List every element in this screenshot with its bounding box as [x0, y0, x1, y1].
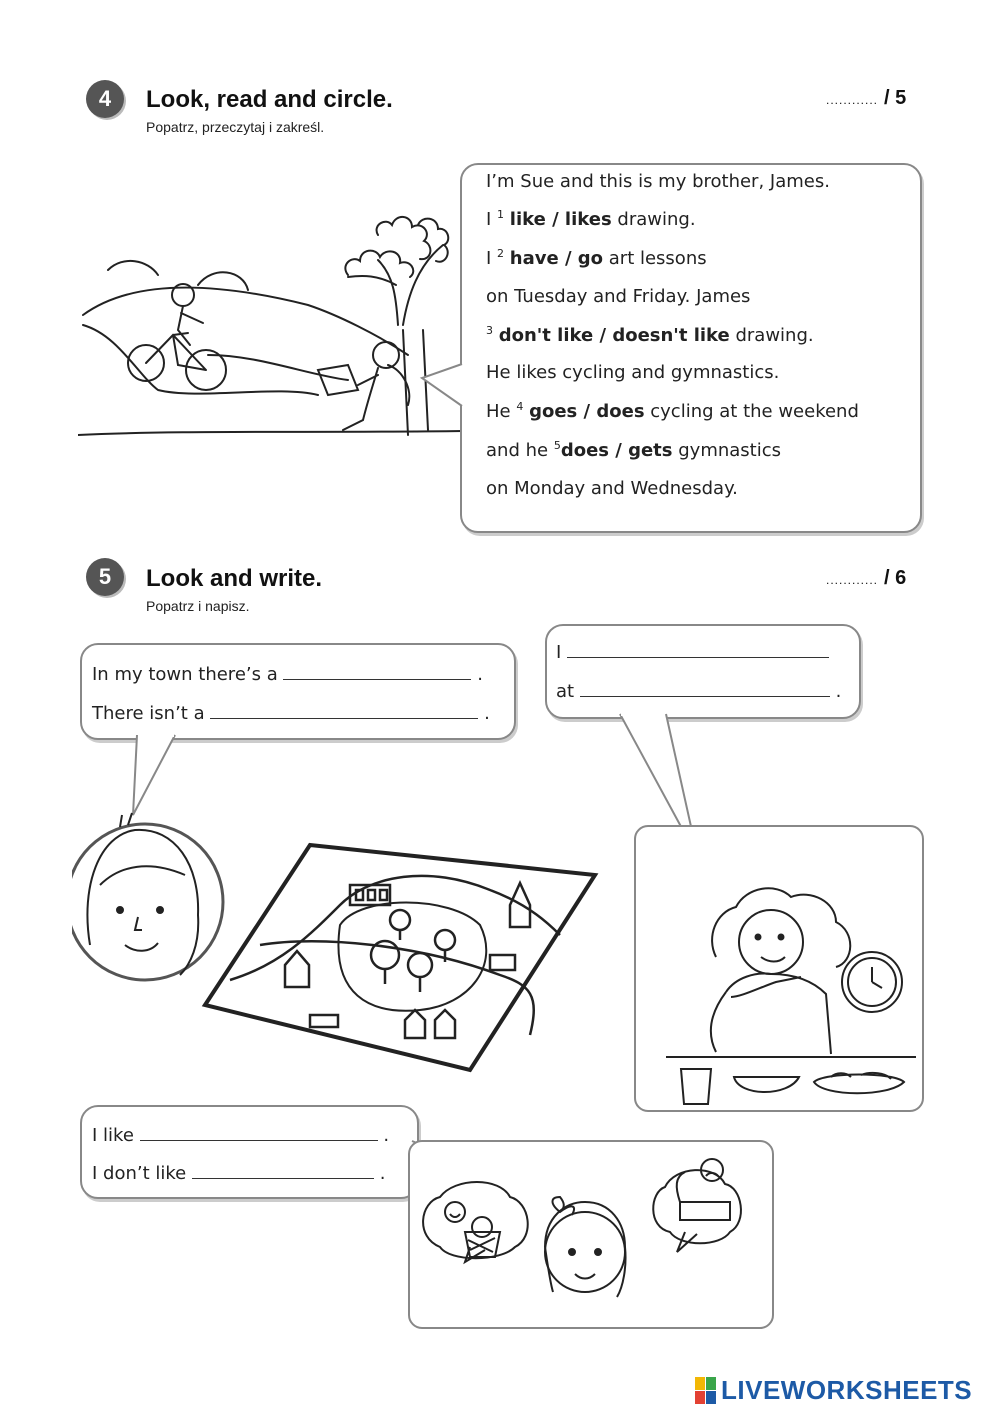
answer-blank-activity[interactable] — [567, 643, 829, 658]
text: at — [556, 681, 575, 702]
exercise-4-number: 4 — [86, 80, 124, 118]
likes-line-2 — [92, 1163, 385, 1184]
gap-number-3: 3 — [486, 324, 493, 337]
likes-line-1 — [92, 1125, 389, 1146]
text: . — [835, 681, 842, 702]
gap-number-2: 2 — [497, 247, 505, 260]
time-line-1 — [556, 642, 829, 663]
story-line-8 — [486, 439, 781, 461]
text: I — [486, 209, 492, 230]
gap-number-5: 5 — [553, 439, 561, 452]
time-line-2 — [556, 681, 841, 702]
logo-mark-icon — [695, 1377, 717, 1405]
text: In my town there’s a — [92, 664, 278, 685]
story-line-2 — [486, 208, 696, 230]
answer-blank-town-has[interactable] — [283, 665, 471, 680]
text: There isn’t a — [92, 703, 205, 724]
exercise-5-title: Look and write. — [146, 565, 323, 592]
text: . — [383, 1125, 390, 1146]
score-dots: ............ — [826, 93, 879, 107]
story-line-3 — [486, 247, 707, 269]
text: gymnastics — [672, 440, 781, 461]
breakfast-picture — [634, 825, 924, 1112]
text: cycling at the weekend — [644, 401, 859, 422]
story-bubble-tail — [418, 358, 466, 418]
exercise-5-subtitle: Popatrz i napisz. — [146, 598, 250, 614]
exercise-5-number: 5 — [86, 558, 124, 596]
town-line-1 — [92, 664, 483, 685]
choice-1[interactable]: like / likes — [509, 209, 612, 230]
score-dots: ............ — [826, 573, 879, 587]
text: I — [486, 248, 492, 269]
exercise-5-score — [826, 567, 906, 590]
text: I like — [92, 1125, 134, 1146]
story-line-4: on Tuesday and Friday. James — [486, 286, 751, 307]
choice-2[interactable]: have / go — [509, 248, 604, 269]
text: drawing. — [611, 209, 696, 230]
choice-5[interactable]: does / gets — [560, 440, 673, 461]
exercise-4-score — [826, 87, 906, 110]
text: He — [486, 401, 511, 422]
text: and he — [486, 440, 549, 461]
text: . — [379, 1163, 386, 1184]
story-line-6: He likes cycling and gymnastics. — [486, 362, 780, 383]
story-line-5 — [486, 324, 814, 346]
text: . — [484, 703, 490, 724]
score-total: / 6 — [884, 567, 907, 589]
likes-bubble — [80, 1105, 419, 1199]
town-map — [200, 835, 600, 1075]
answer-blank-town-hasnt[interactable] — [210, 704, 478, 719]
town-bubble — [80, 643, 516, 740]
likes-picture — [408, 1140, 774, 1329]
text: I — [556, 642, 562, 663]
story-line-9: on Monday and Wednesday. — [486, 478, 738, 499]
score-total: / 5 — [884, 87, 907, 109]
choice-3[interactable]: don't like / doesn't like — [498, 325, 730, 346]
town-line-2 — [92, 703, 490, 724]
text: drawing. — [729, 325, 814, 346]
answer-blank-dislikes[interactable] — [192, 1164, 374, 1179]
gap-number-1: 1 — [497, 208, 505, 221]
park-illustration — [78, 205, 468, 450]
exercise-4-title: Look, read and circle. — [146, 86, 393, 113]
answer-blank-likes[interactable] — [140, 1126, 378, 1141]
story-line-7 — [486, 400, 859, 422]
logo-text: LIVEWORKSHEETS — [721, 1375, 973, 1405]
text: . — [477, 664, 483, 685]
story-line-1: I’m Sue and this is my brother, James. — [486, 171, 830, 192]
time-bubble — [545, 624, 861, 719]
answer-blank-time[interactable] — [580, 682, 830, 697]
text: I don’t like — [92, 1163, 187, 1184]
liveworksheets-logo — [695, 1375, 972, 1406]
choice-4[interactable]: goes / does — [529, 401, 645, 422]
text: art lessons — [603, 248, 707, 269]
exercise-4-subtitle: Popatrz, przeczytaj i zakreśl. — [146, 119, 325, 135]
gap-number-4: 4 — [516, 400, 524, 413]
